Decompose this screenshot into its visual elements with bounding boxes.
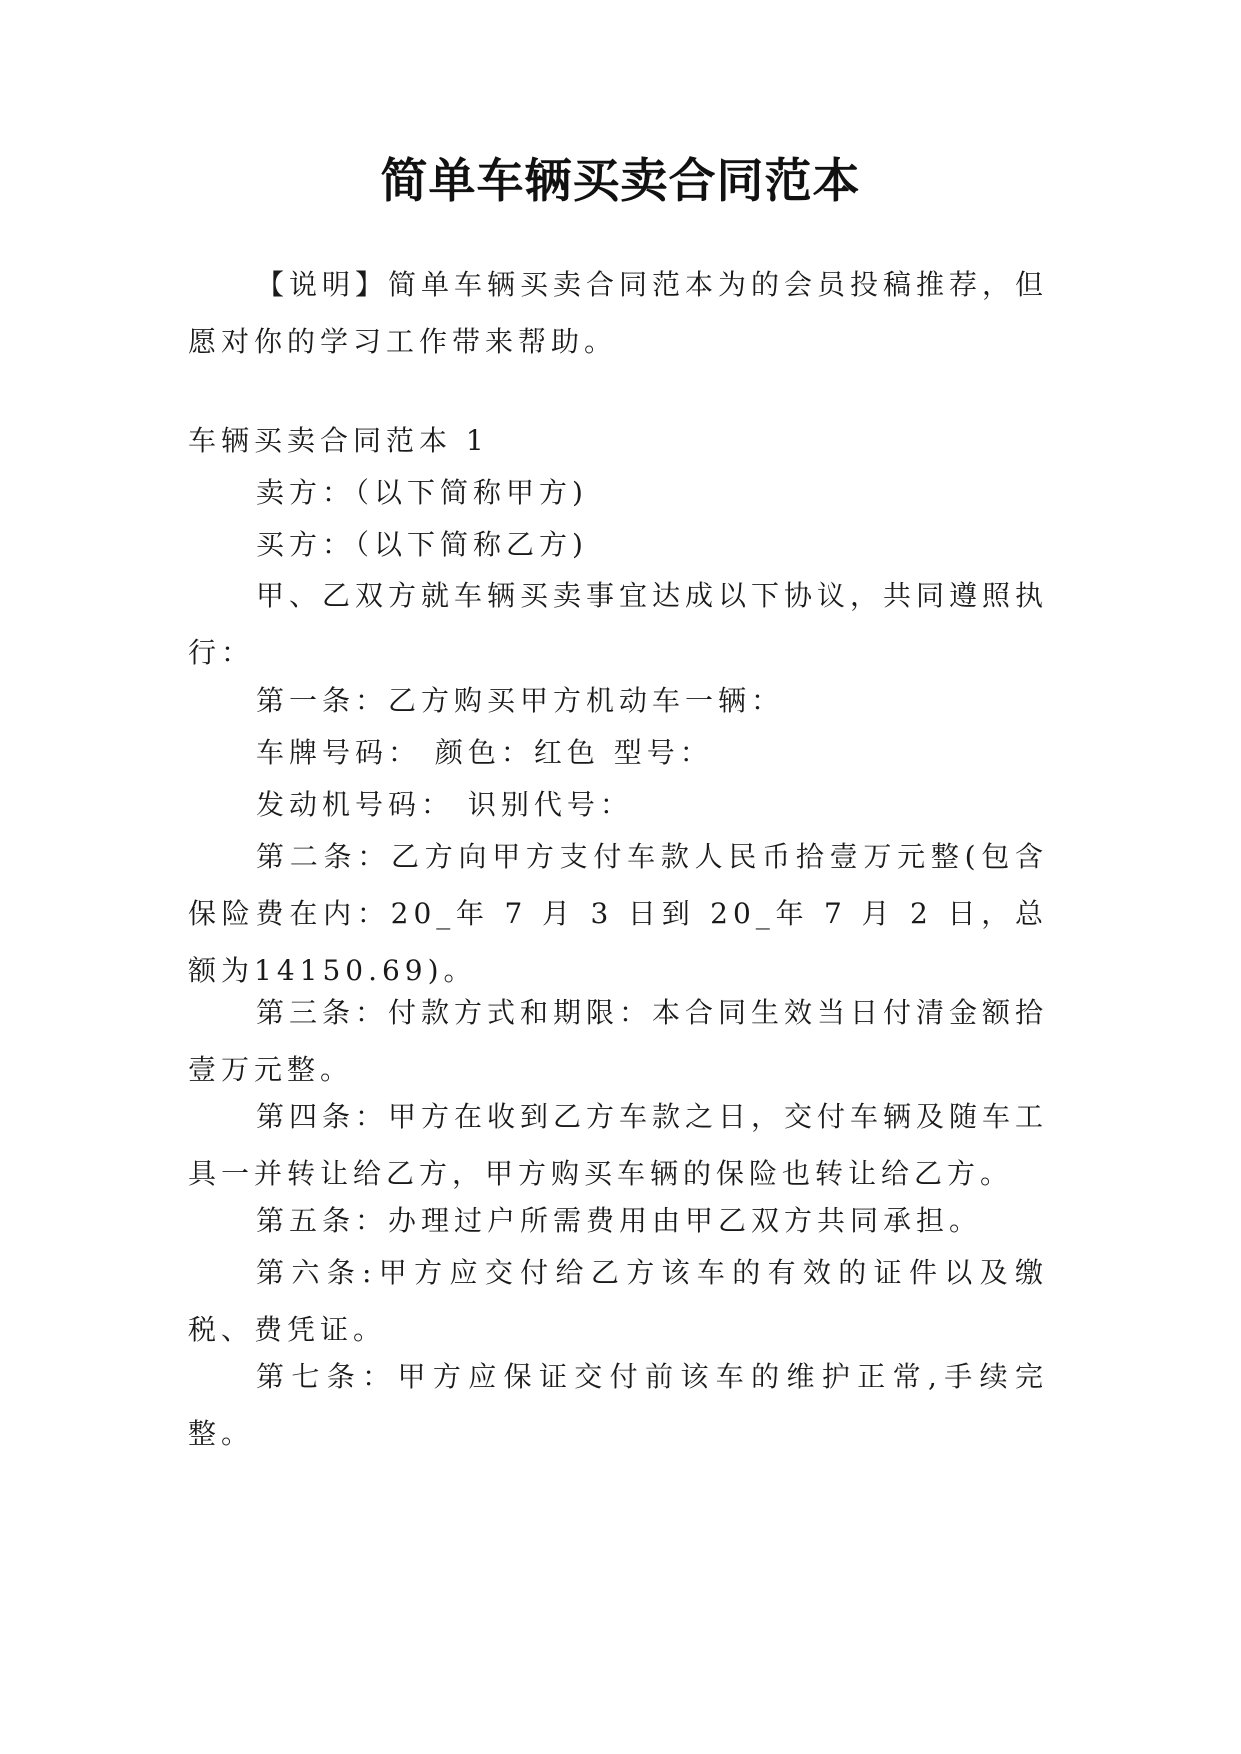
agreement-paragraph: 甲、乙双方就车辆买卖事宜达成以下协议，共同遵照执行： [188, 579, 1049, 669]
article-3: 第三条：付款方式和期限：本合同生效当日付清金额拾壹万元整。 [188, 996, 1049, 1086]
article-4: 第四条：甲方在收到乙方车款之日，交付车辆及随车工具一并转让给乙方，甲方购买车辆的保险也转让给乙方。 [188, 1100, 1049, 1190]
buyer-line: 买方：（以下简称乙方) [256, 528, 588, 561]
document-title: 简单车辆买卖合同范本 [380, 154, 861, 209]
article-5: 第五条：办理过户所需费用由甲乙双方共同承担。 [256, 1204, 983, 1237]
intro-paragraph: 【说明】简单车辆买卖合同范本为的会员投稿推荐，但愿对你的学习工作带来帮助。 [188, 268, 1049, 358]
section-heading: 车辆买卖合同范本 1 [188, 424, 489, 457]
engine-vin-line: 发动机号码： 识别代号： [256, 788, 633, 821]
article-6: 第六条:甲方应交付给乙方该车的有效的证件以及缴税、费凭证。 [188, 1256, 1048, 1346]
article-7: 第七条：甲方应保证交付前该车的维护正常,手续完整。 [188, 1360, 1048, 1450]
plate-color-model-line: 车牌号码： 颜色：红色 型号： [256, 736, 713, 769]
article-2: 第二条：乙方向甲方支付车款人民币拾壹万元整(包含保险费在内：20_年 7 月 3 日到 20_年 7 月 2 日，总额为14150.69)。 [188, 840, 1048, 987]
seller-line: 卖方：（以下简称甲方) [256, 476, 588, 509]
article-1: 第一条：乙方购买甲方机动车一辆： [256, 684, 785, 717]
